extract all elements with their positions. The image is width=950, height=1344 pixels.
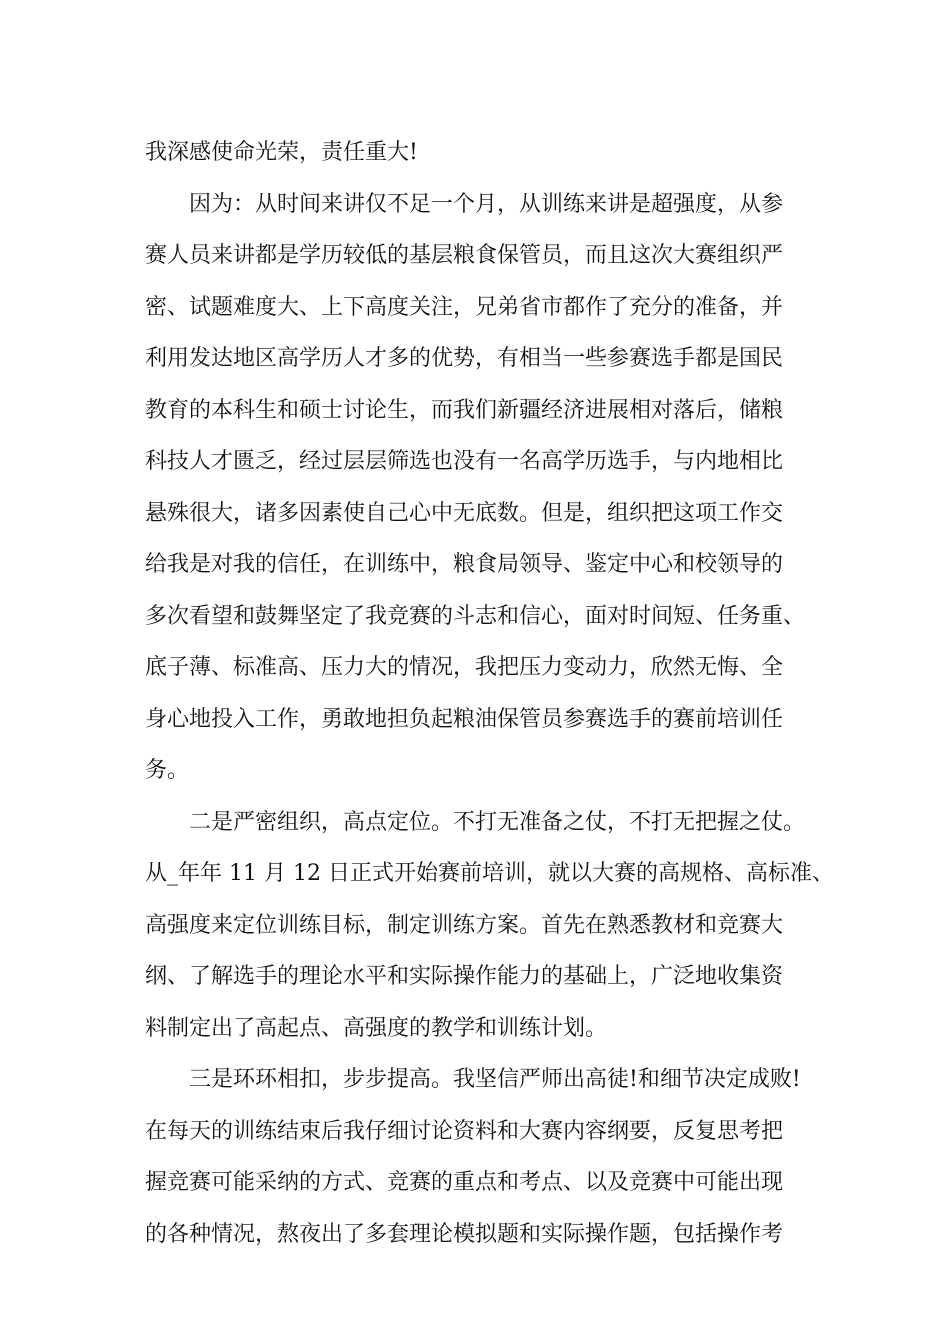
text-line: 教育的本科生和硕士讨论生，而我们新疆经济进展相对落后，储粮	[145, 397, 784, 423]
text-line: 从_年年 11 月 12 日正式开始赛前培训，就以大赛的高规格、高标准、	[145, 861, 834, 886]
text-line: 高强度来定位训练目标，制定训练方案。首先在熟悉教材和竞赛大	[145, 912, 784, 938]
text-line: 务。	[145, 758, 190, 783]
text-line: 科技人才匮乏，经过层层筛选也没有一名高学历选手，与内地相比	[145, 449, 784, 474]
text-line: 在每天的训练结束后我仔细讨论资料和大赛内容纲要，反复思考把	[145, 1118, 784, 1144]
document-body	[145, 127, 834, 1260]
text-line: 的各种情况，熬夜出了多套理论模拟题和实际操作题，包括操作考	[145, 1221, 784, 1247]
paragraph-start-line: 因为：从时间来讲仅不足一个月，从训练来讲是超强度，从参	[189, 191, 784, 217]
paragraph-start-line: 二是严密组织，高点定位。不打无准备之仗，不打无把握之仗。	[189, 809, 806, 835]
text-line: 料制定出了高起点、高强度的教学和训练计划。	[145, 1015, 608, 1041]
text-line: 密、试题难度大、上下高度关注，兄弟省市都作了充分的准备，并	[145, 294, 784, 320]
text-line: 底子薄、标准高、压力大的情况，我把压力变动力，欣然无悔、全	[145, 655, 784, 680]
text-line: 利用发达地区高学历人才多的优势，有相当一些参赛选手都是国民	[145, 346, 784, 371]
text-line: 身心地投入工作，勇敢地担负起粮油保管员参赛选手的赛前培训任	[145, 706, 784, 732]
text-line: 悬殊很大，诸多因素使自己心中无底数。但是，组织把这项工作交	[145, 500, 784, 526]
text-line: 我深感使命光荣，责任重大!	[145, 140, 418, 165]
text-line: 给我是对我的信任，在训练中，粮食局领导、鉴定中心和校领导的	[145, 552, 784, 577]
paragraph-start-line: 三是环环相扣，步步提高。我坚信严师出高徒!和细节决定成败!	[189, 1067, 801, 1092]
text-line: 多次看望和鼓舞坚定了我竞赛的斗志和信心，面对时间短、任务重、	[145, 603, 806, 629]
text-line: 握竞赛可能采纳的方式、竞赛的重点和考点、以及竞赛中可能出现	[145, 1170, 784, 1195]
text-line: 赛人员来讲都是学历较低的基层粮食保管员，而且这次大赛组织严	[145, 243, 784, 268]
text-line: 纲、了解选手的理论水平和实际操作能力的基础上，广泛地收集资	[145, 964, 784, 989]
